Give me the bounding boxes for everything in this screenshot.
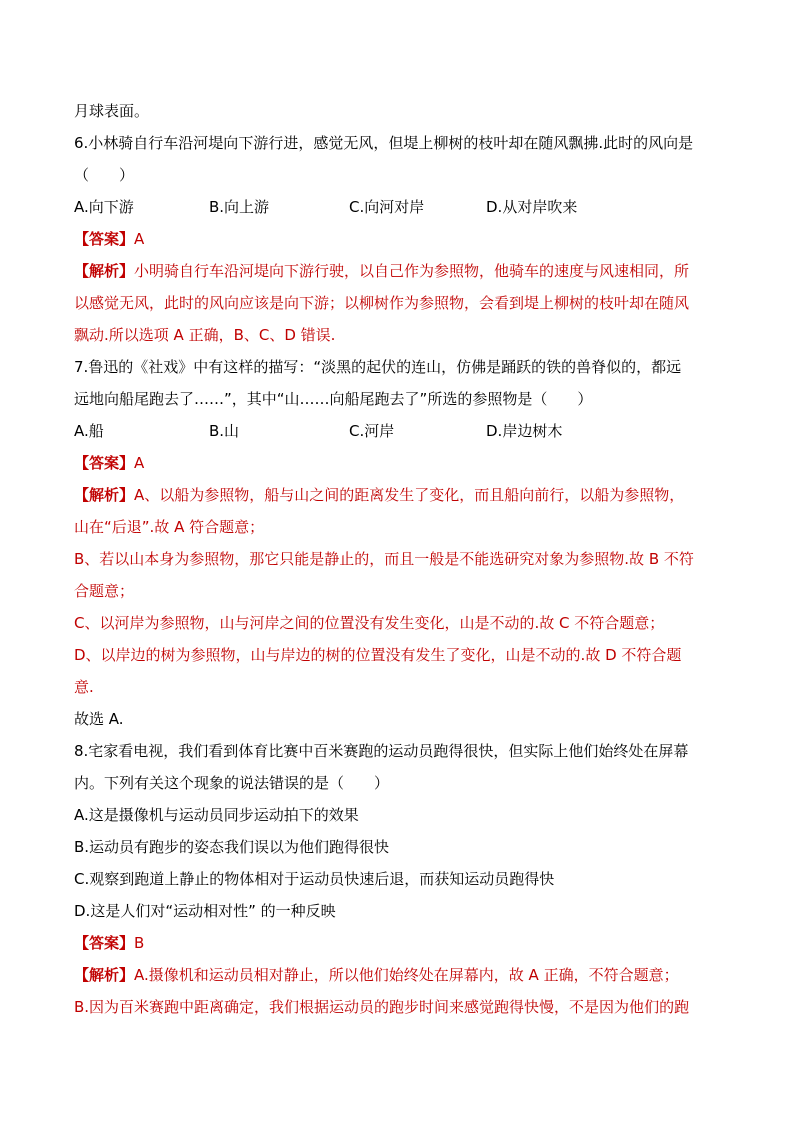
option-b: B.运动员有跑步的姿态我们误以为他们跑得很快 (74, 838, 390, 856)
question-6-stem: （ ） (74, 166, 135, 184)
option-b: B.山 (209, 422, 240, 440)
option-a: A.向下游 (74, 198, 134, 216)
answer-value: A (134, 230, 145, 248)
question-7-analysis (74, 479, 724, 511)
question-8-answer (74, 927, 724, 959)
option-c: C.河岸 (349, 422, 395, 440)
answer-tag: 【答案】 (74, 230, 135, 248)
option-d: D.从对岸吹来 (486, 198, 578, 216)
option-d: D.这是人们对“运动相对性” 的一种反映 (74, 902, 336, 920)
analysis-line: D、以岸边的树为参照物，山与岸边的树的位置没有发生了变化，山是不动的.故 D 不符合题 (74, 646, 682, 664)
analysis-tag: 【解析】 (74, 486, 135, 504)
analysis-line: B.因为百米赛跑中距离确定，我们根据运动员的跑步时间来感觉跑得快慢，不是因为他们的跑 (74, 998, 690, 1016)
question-8-stem: 8.宅家看电视，我们看到体育比赛中百米赛跑的运动员跑得很快，但实际上他们始终处在屏幕 (74, 742, 689, 760)
analysis-line: 山在“后退”.故 A 符合题意； (74, 518, 265, 536)
question-7-conclusion: 故选 A. (74, 710, 124, 728)
answer-tag: 【答案】 (74, 454, 135, 472)
analysis-line: 以感觉无风，此时的风向应该是向下游；以柳树作为参照物，会看到堤上柳树的枝叶却在随风 (74, 294, 690, 312)
analysis-text: A.摄像机和运动员相对静止，所以他们始终处在屏幕内，故 A 正确，不符合题意； (134, 966, 679, 984)
analysis-line: 飘动.所以选项 A 正确，B、C、D 错误. (74, 326, 336, 344)
analysis-line: C、以河岸为参照物，山与河岸之间的位置没有发生变化，山是不动的.故 C 不符合题意； (74, 614, 665, 632)
question-8-analysis (74, 959, 724, 991)
question-7-stem: 7.鲁迅的《社戏》中有这样的描写：“淡黑的起伏的连山，仿佛是踊跃的铁的兽脊似的，都远 (74, 358, 682, 376)
option-a: A.这是摄像机与运动员同步运动拍下的效果 (74, 806, 359, 824)
document-page (74, 95, 724, 1023)
analysis-line: 合题意； (74, 582, 135, 600)
answer-value: B (134, 934, 145, 952)
analysis-tag: 【解析】 (74, 966, 135, 984)
question-6-analysis (74, 255, 724, 287)
option-d: D.岸边树木 (486, 422, 563, 440)
analysis-tag: 【解析】 (74, 262, 135, 280)
question-7-answer (74, 447, 724, 479)
analysis-line: 意. (74, 678, 94, 696)
analysis-text: A、以船为参照物，船与山之间的距离发生了变化，而且船向前行，以船为参照物， (134, 486, 685, 504)
option-a: A.船 (74, 422, 104, 440)
answer-tag: 【答案】 (74, 934, 135, 952)
question-6-answer (74, 223, 724, 255)
option-c: C.向河对岸 (349, 198, 425, 216)
question-6-options (74, 191, 724, 223)
text-line: 月球表面。 (74, 102, 150, 120)
option-b: B.向上游 (209, 198, 270, 216)
analysis-line: B、若以山本身为参照物，那它只能是静止的，而且一般是不能选研究对象为参照物.故 B 不符 (74, 550, 694, 568)
analysis-text: 小明骑自行车沿河堤向下游行驶，以自己作为参照物，他骑车的速度与风速相同，所 (134, 262, 690, 280)
question-7-stem: 远地向船尾跑去了……”，其中“山……向船尾跑去了”所选的参照物是（ ） (74, 390, 593, 408)
question-7-options (74, 415, 724, 447)
question-8-stem: 内。下列有关这个现象的说法错误的是（ ） (74, 774, 390, 792)
option-c: C.观察到跑道上静止的物体相对于运动员快速后退，而获知运动员跑得快 (74, 870, 555, 888)
question-6-stem: 6.小林骑自行车沿河堤向下游行进，感觉无风，但堤上柳树的枝叶却在随风飘拂.此时的风向是 (74, 134, 694, 152)
answer-value: A (134, 454, 145, 472)
